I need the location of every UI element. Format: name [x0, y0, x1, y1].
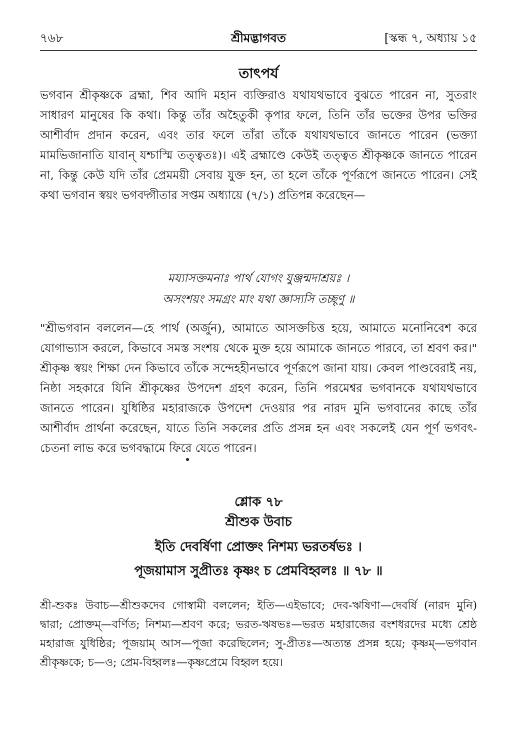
verse-line-1: ইতি দেবর্ষিণা প্রোক্তং নিশম্য ভরতর্ষভঃ । [155, 540, 362, 555]
page-header [40, 30, 477, 46]
purport-paragraph-2 [40, 318, 477, 458]
verse-line-2: পূজয়ামাস সুপ্রীতঃ কৃষ্ণং চ প্রেমবিহ্বলঃ ॥ ৭৮ ॥ [134, 564, 383, 579]
header-rule [40, 50, 477, 51]
verse-speaker: শ্রীশুক উবাচ [225, 515, 292, 530]
book-title: শ্রীমদ্ভাগবত [230, 31, 286, 45]
purport-paragraph-1-text: ভগবান শ্রীকৃষ্ণকে ব্রহ্মা, শিব আদি মহান ব্যক্তিরাও যথাযথভাবে বুঝতে পারেন না, সুতরাং সাধারণ মানুষের কি কথা। কিন্তু তাঁর অহৈতুকী কৃপার ফলে, তিনি তাঁর ভক্তের উপর ভক্তির আশীর্বাদ প্রদান করেন, এবং তার ফলে তাঁরা তাঁকে যথাযথভাবে জানতে পারেন (ভক্ত্যা মামভিজানাতি যাবান্ যশ্চাস্মি তত্ত্বতঃ)। এই ব্রহ্মাণ্ডে কেউই তত্ত্বত শ্রীকৃষ্ণকে জানতে পারেন না, কিন্তু কেউ যদি তাঁর প্রেমময়ী সেবায় যুক্ত হন, তা হলে তাঁকে পূর্ণরূপে জানতে পারেন। সেই কথা ভগবান স্বয়ং ভগবদ্গীতার সপ্তম অধ্যায়ে (৭/১) প্রতিপন্ন করেছেন— [40, 88, 478, 202]
quote-line-2: অসংশয়ং সমগ্রং মাং যথা জ্ঞাস্যসি তচ্ছৃণু ॥ [162, 292, 355, 306]
purport-paragraph-1 [40, 85, 477, 205]
purport-paragraph-2-text: "শ্রীভগবান বললেন—হে পার্থ (অর্জুন), আমাতে আসক্তচিত্ত হয়ে, আমাতে মনোনিবেশ করে যোগাভ্যাস করলে, কিভাবে সমস্ত সংশয় থেকে মুক্ত হয়ে আমাকে জানতে পারবে, তা শ্রবণ কর।" শ্রীকৃষ্ণ স্বয়ং শিক্ষা দেন কিভাবে তাঁকে সন্দেহহীনভাবে পূর্ণরূপে জানা যায়। কেবল পাণ্ডবেরাই নয়, নিষ্ঠা সহকারে যিনি শ্রীকৃষ্ণের উপদেশ গ্রহণ করেন, তিনি পরমেশ্বর ভগবানকে যথাযথভাবে জানতে পারেন। যুধিষ্ঠির মহারাজকে উপদেশ দেওয়ার পর নারদ মুনি ভগবানের কাছে তাঁর আশীর্বাদ প্রার্থনা করেছেন, যাতে তিনি সকলের প্রতি প্রসন্ন হন এবং সকলেই যেন পূর্ণ ভগবৎ-চেতনা লাভ করে ভগবদ্ধামে ফিরে যেতে পারেন। [40, 321, 477, 455]
quote-line-1: ময্যাসক্তমনাঃ পার্থ যোগং যুঞ্জন্মদাশ্রয়ঃ । [167, 271, 350, 285]
chapter-reference: [স্কন্ধ ৭, অধ্যায় ১৫ [384, 31, 477, 45]
page-number: ৭৬৮ [40, 31, 64, 45]
verse-heading: শ্লোক ৭৮ [234, 495, 283, 510]
word-glossary [40, 596, 477, 672]
ornament-dot [186, 458, 189, 461]
purport-heading: তাৎপর্য [238, 66, 279, 82]
glossary-text: শ্রী-শুকঃ উবাচ—শ্রীশুকদেব গোস্বামী বললেন; ইতি—এইভাবে; দেব-ঋষিণা—দেবর্ষি (নারদ মুনি) দ্বারা; প্রোক্তম্—বর্ণিত; নিশম্য—শ্রবণ করে; ভরত-ঋষভঃ—ভরত মহারাজের বংশধরদের মধ্যে শ্রেষ্ঠ মহারাজ যুধিষ্ঠির; পূজয়াম্ আস—পূজা করেছিলেন; সু-প্রীতঃ—অত্যন্ত প্রসন্ন হয়ে; কৃষ্ণম্—ভগবান শ্রীকৃষ্ণকে; চ—ও; প্রেম-বিহ্বলঃ—কৃষ্ণপ্রেমে বিহ্বল হয়ে। [40, 599, 477, 669]
